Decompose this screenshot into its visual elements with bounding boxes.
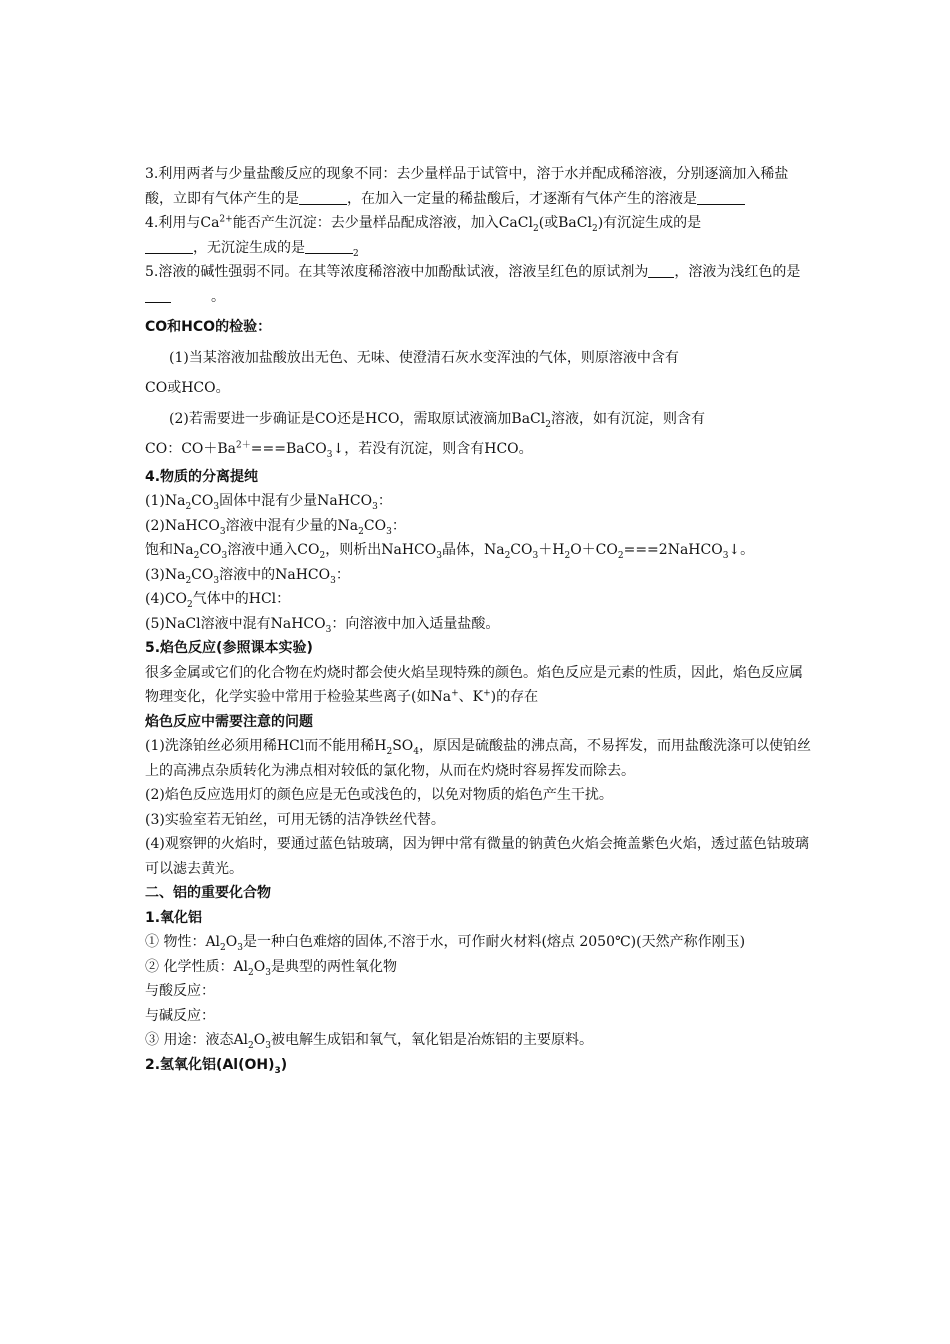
subscript: 2 xyxy=(185,575,192,586)
sec4-line-6 xyxy=(145,612,815,637)
sec4-line-3 xyxy=(145,538,815,563)
item-4-paragraph xyxy=(145,211,815,260)
item-3-text-a: 3.利用两者与少量盐酸反应的现象不同：去少量样品于试管中，溶于水并配成稀溶液，分别逐滴加入稀盐酸，立即有气体产生的是 xyxy=(145,166,789,207)
answer-blank[interactable] xyxy=(145,288,171,303)
flame-note-3: (3)实验室若无铂丝，可用无锈的洁净铁丝代替。 xyxy=(145,811,445,828)
text: (3)Na xyxy=(145,566,186,583)
alumina-uses xyxy=(145,1028,815,1053)
text: (5)NaCl溶液中混有NaHCO xyxy=(145,615,326,632)
subscript: 2 xyxy=(187,599,193,610)
text: O xyxy=(253,1032,266,1048)
text: ＋H xyxy=(538,542,565,558)
text: 固体中混有少量NaHCO xyxy=(219,493,373,509)
text: 饱和Na xyxy=(145,542,194,558)
answer-blank[interactable] xyxy=(697,190,745,205)
item-5-text-c: 。 xyxy=(211,288,225,305)
subscript: 3 xyxy=(213,575,220,586)
text: O＋CO xyxy=(570,542,618,558)
alumina-acid-reaction: 与酸反应： xyxy=(145,983,215,999)
superscript: 2＋ xyxy=(236,440,251,451)
text: 溶液中的NaHCO xyxy=(219,566,331,583)
section-4-heading: 4.物质的分离提纯 xyxy=(145,468,259,485)
text: CO xyxy=(191,566,214,583)
flame-note-2: (2)焰色反应选用灯的颜色应是无色或浅色的，以免对物质的焰色产生干扰。 xyxy=(145,787,613,803)
text: CO xyxy=(363,517,387,534)
answer-blank[interactable] xyxy=(305,239,353,254)
text: CO xyxy=(191,493,214,509)
item-3-text-b: ，在加入一定量的稀盐酸后，才逐渐有气体产生的溶液是 xyxy=(347,190,697,207)
item-4-text-e: ，无沉淀生成的是 xyxy=(193,239,305,256)
text: )的存在 xyxy=(490,689,539,705)
alumina-physical xyxy=(145,930,815,955)
text: ：向溶液中加入适量盐酸。 xyxy=(331,615,500,632)
text: ： xyxy=(377,493,392,509)
text: ： xyxy=(335,566,350,583)
item-3-paragraph xyxy=(145,162,815,211)
subscript: 2 xyxy=(545,419,551,430)
subscript: 2 xyxy=(532,223,539,234)
subscript: 2 xyxy=(591,223,598,234)
text: 被电解生成铝和氧气，氧化铝是冶炼铝的主要原料。 xyxy=(271,1032,593,1048)
subscript: 3 xyxy=(326,449,333,460)
subscript: 2 xyxy=(504,550,511,561)
aluminum-hydroxide-heading xyxy=(145,1053,815,1078)
subscript: 2 xyxy=(193,550,200,561)
subscript: 3 xyxy=(532,550,539,561)
alumina-chemical xyxy=(145,955,815,980)
subscript: 3 xyxy=(274,1065,281,1076)
alumina-heading: 1.氧化铝 xyxy=(145,909,203,926)
co-test-1 xyxy=(145,346,815,371)
text: (2)NaHCO xyxy=(145,517,220,534)
subscript: 4 xyxy=(413,746,419,757)
subscript: 3 xyxy=(436,550,442,561)
subscript: 2 xyxy=(353,248,359,259)
text: ) xyxy=(280,1056,288,1073)
flame-note-1 xyxy=(145,734,815,783)
subscript: 3 xyxy=(237,942,243,953)
subscript: 3 xyxy=(386,526,392,537)
co-test-2-text-a: (2)若需要进一步确证是CO还是HCO，需取原试液滴加BaCl xyxy=(169,410,546,427)
text: ① 物性：Al xyxy=(145,934,221,950)
text: O xyxy=(253,958,266,975)
answer-blank[interactable] xyxy=(145,239,193,254)
subscript: 2 xyxy=(248,1040,254,1051)
subscript: 3 xyxy=(219,526,226,537)
superscript: + xyxy=(483,688,491,699)
text: ===2NaHCO xyxy=(623,542,723,558)
sec4-line-2 xyxy=(145,514,815,539)
subscript: 2 xyxy=(564,550,571,561)
subscript: 2 xyxy=(220,942,226,953)
co-test-1-text-b: CO或HCO。 xyxy=(145,380,230,396)
subscript: 3 xyxy=(265,1040,271,1051)
text: ，则析出NaHCO xyxy=(325,542,437,558)
sec4-line-5 xyxy=(145,587,815,612)
subscript: 2 xyxy=(248,967,254,978)
co-test-2 xyxy=(145,407,815,432)
subscript: 3 xyxy=(325,624,332,635)
text: ，原因是硫酸盐的沸点高，不易挥发，而用盐酸洗涤可以使铂丝上的高沸点杂质转化为沸点相对较低的氯化物，从而在灼烧时容易挥发而除去。 xyxy=(145,738,811,779)
item-5-paragraph xyxy=(145,260,815,309)
subscript: 3 xyxy=(213,501,220,512)
part-2-heading: 二、铝的重要化合物 xyxy=(145,885,271,901)
co-hco-heading: CO和HCO的检验： xyxy=(145,319,272,335)
co-test-1-text-a: (1)当某溶液加盐酸放出无色、无味、使澄清石灰水变浑浊的气体，则原溶液中含有 xyxy=(169,349,679,366)
text: ② 化学性质：Al xyxy=(145,958,249,975)
text: 2.氢氧化铝(Al(OH) xyxy=(145,1056,275,1073)
item-5-text-a: 5.溶液的碱性强弱不同。在其等浓度稀溶液中加酚酞试液，溶液呈红色的原试剂为 xyxy=(145,264,649,280)
text: 是一种白色难熔的固体,不溶于水，可作耐火材料(熔点 2050℃)(天然产称作刚玉) xyxy=(243,934,746,950)
text: 气体中的HCl： xyxy=(192,591,291,607)
subscript: 3 xyxy=(221,550,228,561)
co-test-2-text-e: ↓，若没有沉淀，则含有HCO。 xyxy=(332,441,533,457)
co-test-2-text-c: CO：CO＋Ba xyxy=(145,441,237,457)
alumina-base-reaction: 与碱反应： xyxy=(145,1007,215,1024)
text: 、K xyxy=(458,689,484,705)
superscript: + xyxy=(451,688,459,699)
subscript: 2 xyxy=(386,746,393,757)
text: (1)Na xyxy=(145,493,186,509)
text: 溶液中混有少量的Na xyxy=(225,517,359,534)
text: CO xyxy=(510,542,533,558)
text: ↓。 xyxy=(728,542,755,558)
text: 是典型的两性氧化物 xyxy=(271,958,397,975)
text: O xyxy=(225,934,238,950)
text: (4)CO xyxy=(145,591,188,607)
text: ③ 用途：液态Al xyxy=(145,1032,249,1048)
subscript: 2 xyxy=(185,501,192,512)
item-4-text-a: 4.利用与Ca xyxy=(145,215,220,231)
subscript: 3 xyxy=(722,550,729,561)
flame-note-4: (4)观察钾的火焰时，要通过蓝色钴玻璃，因为钾中常有微量的钠黄色火焰会掩盖紫色火焰，透过蓝色钴玻璃可以滤去黄光。 xyxy=(145,836,809,877)
answer-blank[interactable] xyxy=(648,263,674,278)
flame-test-paragraph xyxy=(145,661,815,710)
co-test-2-text-d: ===BaCO xyxy=(250,441,327,457)
subscript: 3 xyxy=(265,967,271,978)
subscript: 2 xyxy=(319,550,326,561)
answer-blank[interactable] xyxy=(299,190,347,205)
text: SO xyxy=(392,738,414,754)
subscript: 2 xyxy=(358,526,364,537)
text: 很多金属或它们的化合物在灼烧时都会使火焰呈现特殊的颜色。焰色反应是元素的性质，因此，焰色反应属物理变化，化学实验中常用于检验某些离子(如Na xyxy=(145,664,803,705)
sec4-line-4 xyxy=(145,563,815,588)
text: 晶体，Na xyxy=(441,542,505,558)
item-4-text-d: )有沉淀生成的是 xyxy=(597,215,702,231)
text: ： xyxy=(391,517,406,534)
flame-notes-heading: 焰色反应中需要注意的问题 xyxy=(145,713,313,730)
subscript: 3 xyxy=(330,575,336,586)
text: CO xyxy=(199,542,222,558)
co-test-1-cont xyxy=(145,376,815,401)
item-4-text-b: 能否产生沉淀：去少量样品配成溶液，加入CaCl xyxy=(232,215,533,231)
subscript: 3 xyxy=(372,501,378,512)
co-test-2-cont xyxy=(145,437,815,462)
document-page xyxy=(145,162,815,1077)
item-4-text-c: (或BaCl xyxy=(538,215,592,231)
section-5-heading: 5.焰色反应(参照课本实验) xyxy=(145,640,313,656)
co-test-2-text-b: 溶液，如有沉淀，则含有 xyxy=(550,410,705,427)
sec4-line-1 xyxy=(145,489,815,514)
text: 溶液中通入CO xyxy=(227,542,320,558)
text: (1)洗涤铂丝必须用稀HCl而不能用稀H xyxy=(145,738,387,754)
item-5-text-b: ，溶液为浅红色的是 xyxy=(674,264,801,280)
superscript: 2+ xyxy=(219,214,233,225)
subscript: 2 xyxy=(617,550,624,561)
